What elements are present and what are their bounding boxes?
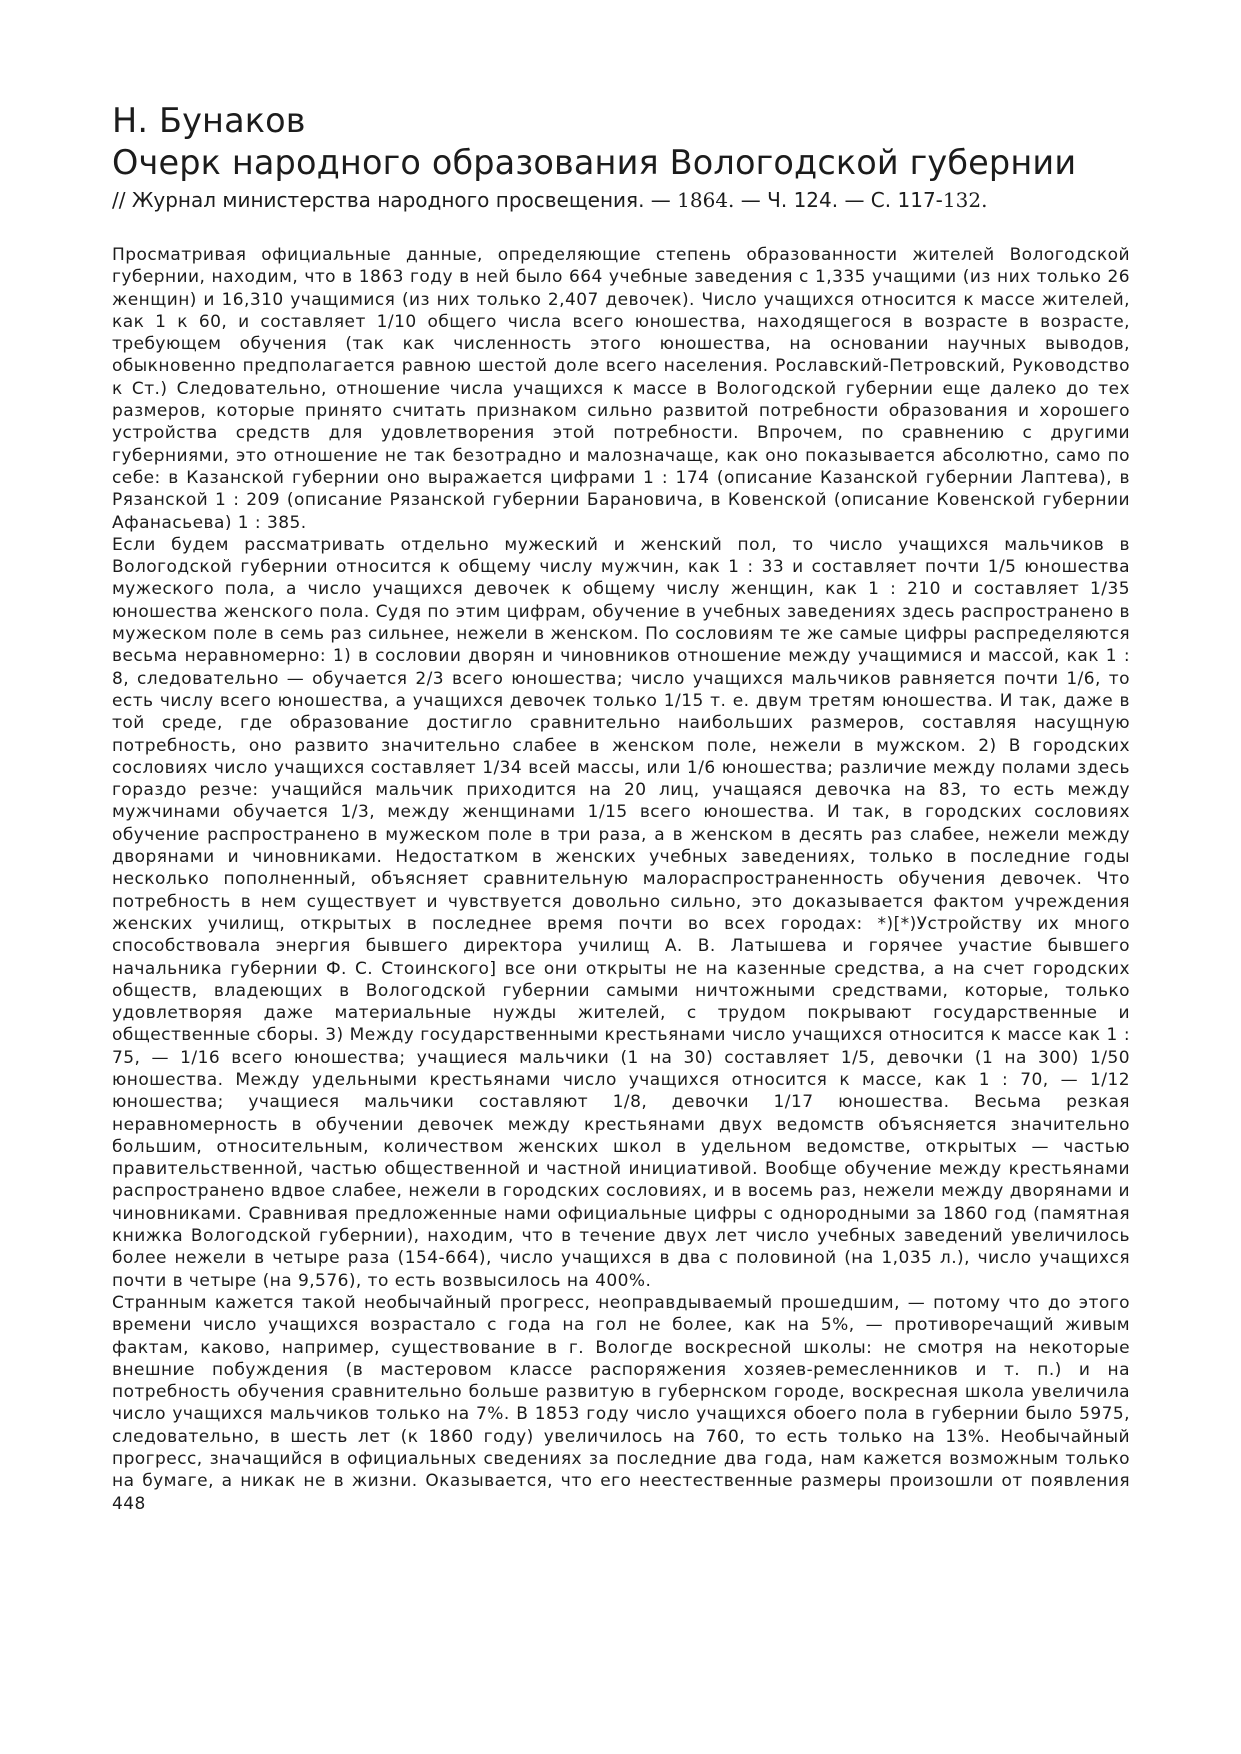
- title-block: [112, 100, 1130, 214]
- article-title: Очерк народного образования Вологодской губернии: [112, 143, 1077, 182]
- paragraph-2: Если будем рассматривать отдельно мужеский и женский пол, то число учащихся мальчиков в Вологодской губернии относится к общему числу мужчин, как 1 : 33 и составляет почти 1/5 юношества мужеского пола, а число учащихся девочек к общему числу женщин, как 1 : 210 и составляет 1/35 юношества женского пола. Судя по этим цифрам, обучение в учебных заведениях здесь распространено в мужеском поле в семь раз сильнее, нежели в женском. По сословиям те же самые цифры распределяются весьма неравномерно: 1) в сословии дворян и чиновников отношение между учащимися и массой, как 1 : 8, следовательно — обучается 2/3 всего юношества; число учащихся мальчиков равняется почти 1/6, то есть числу всего юношества, а учащихся девочек только 1/15 т. е. двум третям юношества. И так, даже в той среде, где образование достигло сравнительно наибольших размеров, составляя насущную потребность, оно развито значительно слабее в женском поле, нежели в мужском. 2) В городских сословиях число учащихся составляет 1/34 всей массы, или 1/6 юношества; различие между полами здесь гораздо резче: учащийся мальчик приходится на 20 лиц, учащаяся девочка на 83, то есть между мужчинами обучается 1/3, между женщинами 1/15 всего юношества. И так, в городских сословиях обучение распространено в мужеском поле в три раза, а в женском в десять раз слабее, нежели между дворянами и чиновниками. Недостатком в женских учебных заведениях, только в последние годы несколько пополненный, объясняет сравнительную малораспространенность обучения девочек. Что потребность в нем существует и чувствуется довольно сильно, это доказывается фактом учреждения женских училищ, открытых в последнее время почти во всех городах: *)[*)Устройству их много способствовала энергия бывшего директора училищ А. В. Латышева и горячее участие бывшего начальника губернии Ф. С. Стоинского] все они открыты не на казенные средства, а на счет городских обществ, владеющих в Вологодской губернии самыми ничтожными средствами, которые, только удовлетворяя даже материальные нужды жителей, с трудом покрывают государственные и общественные сборы. 3) Между государственными крестьянами число учащихся относится к массе как 1 : 75, — 1/16 всего юношества; учащиеся мальчики (1 на 30) составляет 1/5, девочки (1 на 300) 1/50 юношества. Между удельными крестьянами число учащихся относится к массе, как 1 : 70, — 1/12 юношества; учащиеся мальчики составляют 1/8, девочки 1/17 юношества. Весьма резкая неравномерность в обучении девочек между крестьянами двух ведомств объясняется значительно большим, относительным, количеством женских школ в удельном ведомстве, открытых — частью правительственной, частью общественной и частной инициативой. Вообще обучение между крестьянами распространено вдвое слабее, нежели в городских сословиях, и в восемь раз, нежели между дворянами и чиновниками. Сравнивая предложенные нами официальные цифры с однородными за 1860 год (памятная книжка Вологодской губернии), находим, что в течение двух лет число учебных заведений увеличилось более нежели в четыре раза (154-664), число учащихся в два с половиной (на 1,035 л.), число учащихся почти в четыре (на 9,576), то есть возвысилось на 400%.: [112, 534, 1130, 1291]
- document-page: [112, 100, 1130, 1515]
- source-pages-end: 132.: [942, 188, 988, 212]
- source-year: 1864.: [677, 188, 735, 212]
- paragraph-3: Странным кажется такой необычайный прогресс, неоправдываемый прошедшим, — потому что до этого времени число учащихся возрастало с года на гол не более, как на 5%, — противоречащий живым фактам, каково, например, существование в г. Вологде воскресной школы: не смотря на некоторые внешние побуждения (в мастеровом классе распоряжения хозяев-ремесленников и т. п.) и на потребность обучения сравнительно больше развитую в губернском городе, воскресная школа увеличила число учащихся мальчиков только на 7%. В 1853 году число учащихся обоего пола в губернии было 5975, следовательно, в шесть лет (к 1860 году) увеличилось на 760, то есть только на 13%. Необычайный прогресс, значащийся в официальных сведениях за последние два года, нам кажется возможным только на бумаге, а никак не в жизни. Оказывается, что его неестественные размеры произошли от появления 448: [112, 1292, 1130, 1514]
- source-citation: [112, 186, 1130, 214]
- paragraph-1: Просматривая официальные данные, определяющие степень образованности жителей Вологодской губернии, находим, что в 1863 году в ней было 664 учебные заведения с 1,335 учащими (из них только 26 женщин) и 16,310 учащимися (из них только 2,407 девочек). Число учащихся относится к массе жителей, как 1 к 60, и составляет 1/10 общего числа всего юношества, находящегося в возрасте в возрасте, требующем обучения (так как численность этого юношества, на основании научных выводов, обыкновенно предполагается равною шестой доле всего населения. Рославский-Петровский, Руководство к Ст.) Следовательно, отношение числа учащихся к массе в Вологодской губернии еще далеко до тех размеров, которые принято считать признаком сильно развитой потребности образования и хорошего устройства средств для удовлетворения этой потребности. Впрочем, по сравнению с другими губерниями, это отношение не так безотрадно и малозначаще, как оно показывается абсолютно, само по себе: в Казанской губернии оно выражается цифрами 1 : 174 (описание Казанской губернии Лаптева), в Рязанской 1 : 209 (описание Рязанской губернии Барановича, в Ковенской (описание Ковенской губернии Афанасьева) 1 : 385.: [112, 245, 1130, 533]
- source-volume-pages: — Ч. 124. — С. 117-: [734, 188, 943, 212]
- source-prefix: // Журнал министерства народного просвещения. —: [112, 188, 678, 212]
- article-body: [112, 244, 1130, 1515]
- author-name: Н. Бунаков: [112, 101, 306, 140]
